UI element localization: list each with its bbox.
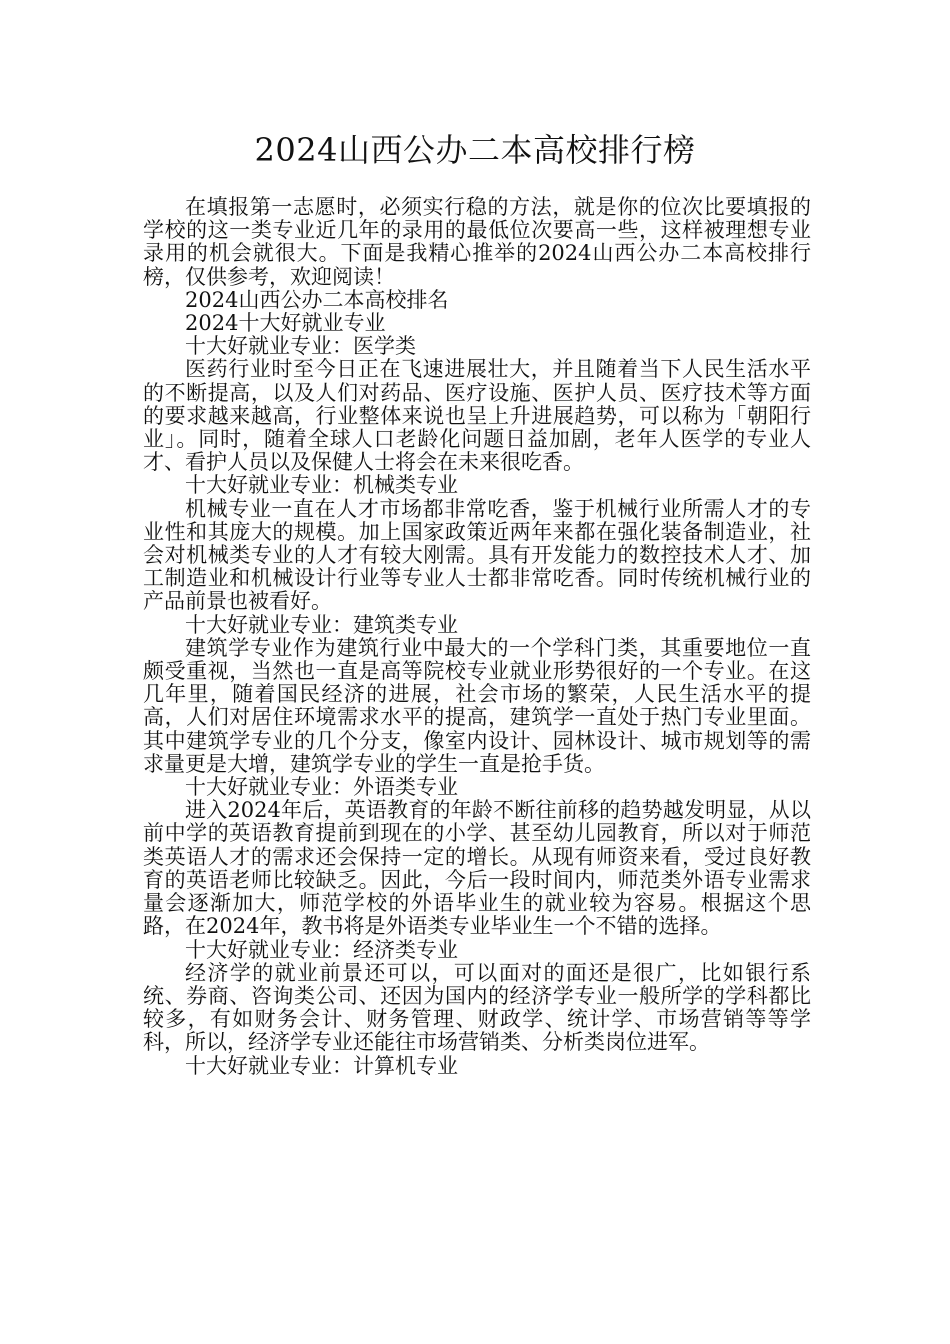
- body-paragraph-economics: 经济学的就业前景还可以，可以面对的面还是很广，比如银行系统、券商、咨询类公司、还因为国内的经济学专业一般所学的学科都比较多，有如财务会计、财务管理、财政学、统计学、市场营销等等学科，所以，经济学专业还能往市场营销类、分析类岗位进军。: [143, 960, 811, 1055]
- body-paragraph-architecture: 建筑学专业作为建筑行业中最大的一个学科门类，其重要地位一直颇受重视，当然也一直是高等院校专业就业形势很好的一个专业。在这几年里，随着国民经济的进展，社会市场的繁荣，人民生活水平的提高，人们对居住环境需求水平的提高，建筑学一直处于热门专业里面。其中建筑学专业的几个分支，像室内设计、园林设计、城市规划等的需求量更是大增，建筑学专业的学生一直是抢手货。: [143, 635, 811, 776]
- document-title: 2024山西公办二本高校排行榜: [254, 131, 696, 169]
- section-heading-foreign-language: 十大好就业专业：外语类专业: [185, 775, 458, 800]
- section-heading-medicine: 十大好就业专业：医学类: [185, 334, 416, 359]
- ranking-heading: 2024山西公办二本高校排名: [185, 287, 449, 312]
- majors-heading: 2024十大好就业专业: [185, 311, 386, 336]
- section-heading-mechanical: 十大好就业专业：机械类专业: [185, 473, 458, 498]
- section-heading-architecture: 十大好就业专业：建筑类专业: [185, 612, 458, 637]
- section-heading-computer: 十大好就业专业：计算机专业: [185, 1053, 458, 1078]
- body-paragraph-mechanical: 机械专业一直在人才市场都非常吃香，鉴于机械行业所需人才的专业性和其庞大的规模。加上国家政策近两年来都在强化装备制造业，社会对机械类专业的人才有较大刚需。具有开发能力的数控技术人才、加工制造业和机械设计行业等专业人士都非常吃香。同时传统机械行业的产品前景也被看好。: [143, 496, 811, 614]
- section-heading-economics: 十大好就业专业：经济类专业: [185, 937, 458, 962]
- body-paragraph-foreign-language: 进入2024年后，英语教育的年龄不断往前移的趋势越发明显，从以前中学的英语教育提前到现在的小学、甚至幼儿园教育，所以对于师范类英语人才的需求还会保持一定的增长。从现有师资来看，受过良好教育的英语老师比较缺乏。因此，今后一段时间内，师范类外语专业需求量会逐渐加大，师范学校的外语毕业生的就业较为容易。根据这个思路，在2024年，教书将是外语类专业毕业生一个不错的选择。: [143, 798, 811, 939]
- body-paragraph-medicine: 医药行业时至今日正在飞速进展壮大，并且随着当下人民生活水平的不断提高，以及人们对药品、医疗设施、医护人员、医疗技术等方面的要求越来越高，行业整体来说也呈上升进展趋势，可以称为「朝阳行业」。同时，随着全球人口老龄化问题日益加剧，老年人医学的专业人才、看护人员以及保健人士将会在未来很吃香。: [143, 357, 811, 475]
- intro-paragraph: 在填报第一志愿时，必须实行稳的方法，就是你的位次比要填报的学校的这一类专业近几年的录用的最低位次要高一些，这样被理想专业录用的机会就很大。下面是我精心推举的2024山西公办二本高校排行榜，仅供参考，欢迎阅读！: [143, 195, 811, 289]
- document-body: [143, 196, 811, 1078]
